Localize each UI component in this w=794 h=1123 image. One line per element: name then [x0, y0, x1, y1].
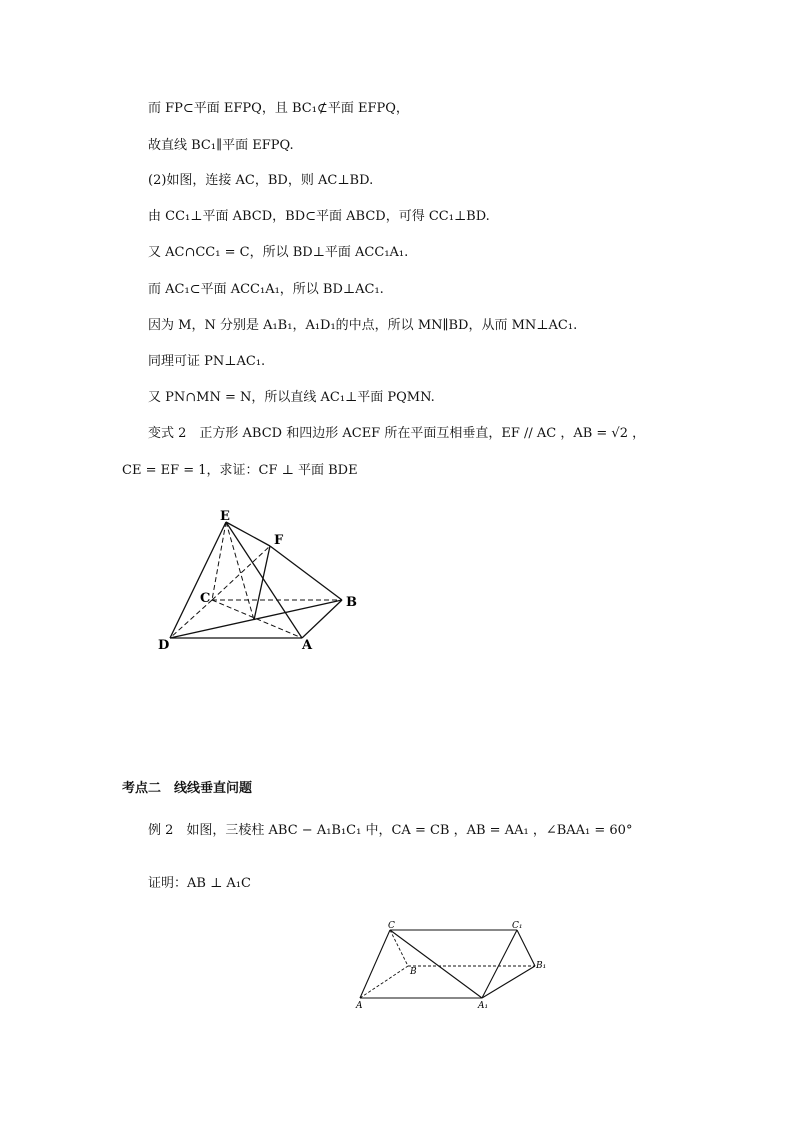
edge-FB	[270, 546, 342, 600]
text-line-1: 而 FP⊂平面 EFPQ，且 BC₁⊄平面 EFPQ，	[148, 101, 409, 116]
edge-C1B1	[517, 930, 535, 966]
edge-DB	[170, 600, 342, 638]
figure-solid-abcdef	[150, 508, 370, 658]
text-line-3: (2)如图，连接 AC，BD，则 AC⊥BD.	[148, 173, 374, 188]
text-line-6: 而 AC₁⊂平面 ACC₁A₁，所以 BD⊥AC₁.	[148, 282, 384, 297]
text-line-5: 又 AC∩CC₁ = C，所以 BD⊥平面 ACC₁A₁.	[148, 245, 409, 260]
edge-E-mid-hidden	[226, 522, 254, 620]
figure-triangular-prism	[352, 920, 552, 1015]
label-C1: C₁	[512, 921, 523, 931]
label-B: B	[410, 967, 417, 977]
edge-F-mid	[254, 546, 270, 620]
variant-2-condition: CE = EF = 1，求证：CF ⊥ 平面 BDE	[122, 463, 358, 478]
label-C: C	[200, 591, 211, 606]
label-B1: B₁	[536, 961, 547, 971]
label-F: F	[274, 533, 284, 548]
example-2-proof-goal: 证明：AB ⊥ A₁C	[148, 876, 251, 891]
edge-ED	[170, 522, 226, 638]
text-line-4: 由 CC₁⊥平面 ABCD，BD⊂平面 ABCD，可得 CC₁⊥BD.	[148, 209, 490, 224]
edge-CA1	[390, 930, 482, 998]
text-line-2: 故直线 BC₁∥平面 EFPQ.	[148, 138, 294, 153]
label-B: B	[346, 595, 357, 610]
variant-2-statement: 变式 2 正方形 ABCD 和四边形 ACEF 所在平面互相垂直，EF // AC ，AB = √2 ，	[148, 426, 646, 441]
edge-AB	[302, 600, 342, 638]
label-A: A	[302, 638, 313, 653]
example-2-statement: 例 2 如图，三棱柱 ABC − A₁B₁C₁ 中，CA = CB ，AB = AA₁ ，∠BAA₁ = 60°	[148, 823, 633, 838]
label-A: A	[356, 1001, 363, 1011]
edge-CB-hidden	[390, 930, 408, 966]
edge-CA	[360, 930, 390, 998]
section-heading: 考点二 线线垂直问题	[122, 781, 253, 796]
label-C: C	[388, 921, 395, 931]
edge-EA	[226, 522, 302, 638]
label-E: E	[220, 509, 230, 524]
text-line-9: 又 PN∩MN = N，所以直线 AC₁⊥平面 PQMN.	[148, 390, 435, 405]
label-A1: A₁	[478, 1001, 489, 1011]
edge-EF	[226, 522, 270, 546]
text-line-7: 因为 M，N 分别是 A₁B₁，A₁D₁的中点，所以 MN∥BD，从而 MN⊥AC₁.	[148, 318, 578, 333]
text-line-8: 同理可证 PN⊥AC₁.	[148, 354, 266, 369]
label-D: D	[158, 638, 170, 653]
